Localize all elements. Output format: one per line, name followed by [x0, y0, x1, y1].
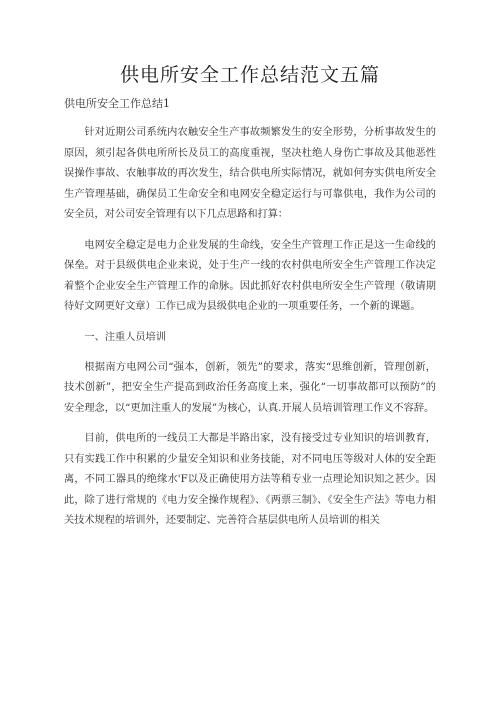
document-subtitle: 供电所安全工作总结1 [64, 97, 170, 110]
section-paragraph: 目前，供电所的一线员工大都是半路出家，没有接受过专业知识的培训教育，只有实践工作中积累的少量安全知识和业务技能，对不同电压等级对人体的安全距离，不同工器具的绝缘水'F以及正确使用方法等稍专业一点理论知识知之甚少。因此，除了进行常规的《电力安全操作规程》、《两票三制》、《安全生产法》等电力相关技术规程的培训外，还要制定、完善符合基层供电所人员培训的相关 [64, 433, 436, 526]
section-heading: 一、注重人员培训 [84, 331, 166, 343]
section-paragraph: 根据南方电网公司“强本，创新，领先”的要求，落实“思维创新，管理创新，技术创新”，把安全生产提高到政治任务高度上来，强化“一切事故都可以预防”的安全理念，以“更加注重人的发展”为核心，认真.开展人员培训管理工作义不容辞。 [64, 361, 436, 414]
body-paragraph: 针对近期公司系统内农触安全生产事故频繁发生的安全形势，分析事故发生的原因，须引起各供电所所长及员工的高度重视，坚决杜绝人身伤亡事故及其他恶性误操作事故、农触事故的再次发生，结合供电所实际情况，就如何夯实供电所安全生产管理基础，确保员工生命安全和电网安全稳定运行与可靠供电，我作为公司的安全员，对公司安全管理有以下几点思路和打算： [64, 127, 436, 220]
document-title: 供电所安全工作总结范文五篇 [119, 64, 380, 86]
body-paragraph: 电网安全稳定是电力企业发展的生命线，安全生产管理工作正是这一生命线的保垒。对于县级供电企业来说，处于生产一线的农村供电所安全生产管理工作决定着整个企业安全生产管理工作的命脉。因此抓好农村供电所安全生产管理（敬请期待好文网更好文章）工作已成为县级供电企业的一项重要任务，一个新的课题。 [64, 239, 436, 312]
